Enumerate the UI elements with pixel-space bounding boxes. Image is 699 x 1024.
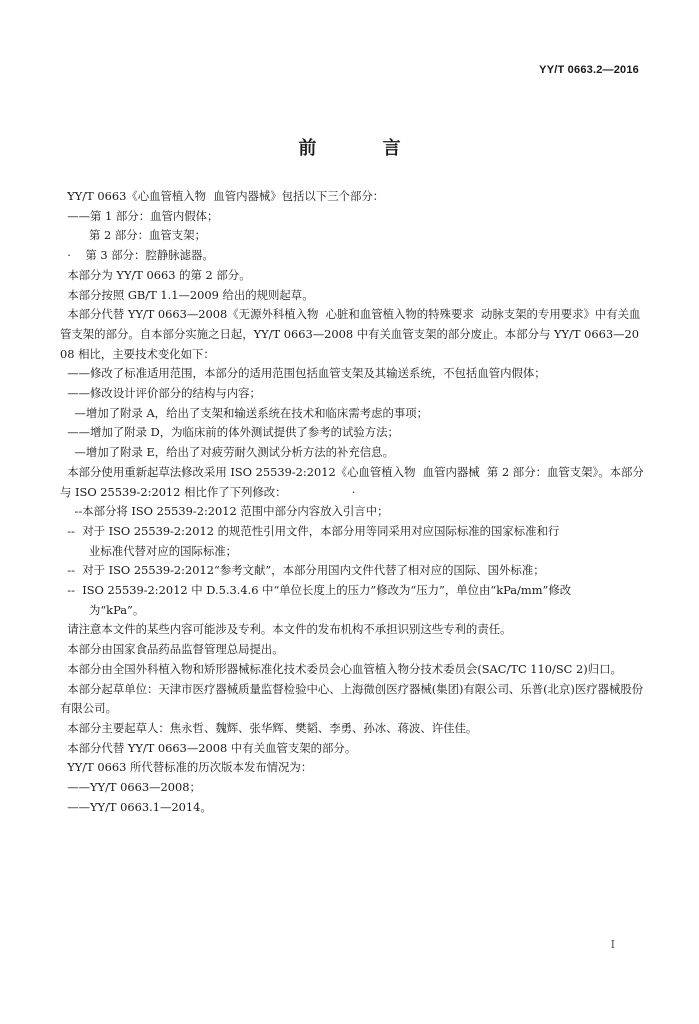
paragraph: ——YY/T 0663—2008； xyxy=(60,780,201,795)
standard-number-header: YY/T 0663.2—2016 xyxy=(539,64,639,76)
paragraph: ——修改设计评价部分的结构与内容； xyxy=(60,386,261,401)
paragraph: 本部分为 YY/T 0663 的第 2 部分。 xyxy=(60,267,251,282)
paragraph: -- ISO 25539-2:2012 中 D.5.3.4.6 中“单位长度上的压力”修改为“压力”，单位由“kPa/mm”修改 为“kPa”。 xyxy=(67,583,572,617)
paragraph: ——YY/T 0663.1—2014。 xyxy=(60,799,212,814)
paragraph: 本部分起草单位：天津市医疗器械质量监督检验中心、上海微创医疗器械(集团)有限公司、乐普(北京)医疗器械股份有限公司。 xyxy=(60,681,644,716)
paragraph: 本部分由国家食品药品监督管理总局提出。 xyxy=(60,642,284,657)
paragraph: —增加了附录 E，给出了对疲劳耐久测试分析方法的补充信息。 xyxy=(60,445,394,460)
paragraph: 本部分代替 YY/T 0663—2008《无源外科植入物 心脏和血管植入物的特殊要求 动脉支架的专用要求》中有关血管支架的部分。自本部分实施之日起，YY/T 0663—2008 中有关血管支架的部分废止。本部分与 YY/T 0663—2008 相比，主要技术变化如下： xyxy=(60,307,641,361)
paragraph: 请注意本文件的某些内容可能涉及专利。本文件的发布机构不承担识别这些专利的责任。 xyxy=(60,622,512,637)
paragraph: 第 2 部分：血管支架； xyxy=(60,228,206,243)
paragraph: —增加了附录 A，给出了支架和输送系统在技术和临床需考虑的事项； xyxy=(60,405,429,420)
paragraph: 本部分使用重新起草法修改采用 ISO 25539-2:2012《心血管植入物 血管内器械 第 2 部分：血管支架》。本部分与 ISO 25539-2:2012 相比作了下列修改： · xyxy=(60,464,644,499)
paragraph: 本部分主要起草人：焦永哲、魏辉、张华辉、樊韬、李勇、孙冰、蒋波、许佳佳。 xyxy=(60,720,478,735)
paragraph: -- 对于 ISO 25539-2:2012 的规范性引用文件，本部分用等同采用对应国际标准的国家标准和行 业标准代替对应的国际标准； xyxy=(67,523,560,558)
page-title: 前 言 xyxy=(298,138,431,159)
paragraph: YY/T 0663《心血管植入物 血管内器械》包括以下三个部分： xyxy=(60,189,385,203)
paragraph: --本部分将 ISO 25539-2:2012 范围中部分内容放入引言中； xyxy=(60,504,389,519)
paragraph: 本部分代替 YY/T 0663—2008 中有关血管支架的部分。 xyxy=(60,740,357,755)
paragraph: YY/T 0663 所代替标准的历次版本发布情况为： xyxy=(60,760,313,775)
foreword-body xyxy=(60,187,644,818)
paragraph: ——修改了标准适用范围，本部分的适用范围包括血管支架及其输送系统，不包括血管内假体； xyxy=(60,366,546,381)
paragraph: 本部分按照 GB/T 1.1—2009 给出的规则起草。 xyxy=(60,287,314,302)
paragraph: ——第 1 部分：血管内假体； xyxy=(60,208,219,223)
paragraph: -- 对于 ISO 25539-2:2012“参考文献”，本部分用国内文件代替了相对应的国际、国外标准； xyxy=(60,563,545,578)
page-number: I xyxy=(610,938,615,951)
paragraph: ——增加了附录 D，为临床前的体外测试提供了参考的试验方法； xyxy=(60,425,399,440)
paragraph: · 第 3 部分：腔静脉滤器。 xyxy=(60,248,214,263)
paragraph: 本部分由全国外科植入物和矫形器械标准化技术委员会心血管植入物分技术委员会(SAC/TC 110/SC 2)归口。 xyxy=(60,661,622,676)
